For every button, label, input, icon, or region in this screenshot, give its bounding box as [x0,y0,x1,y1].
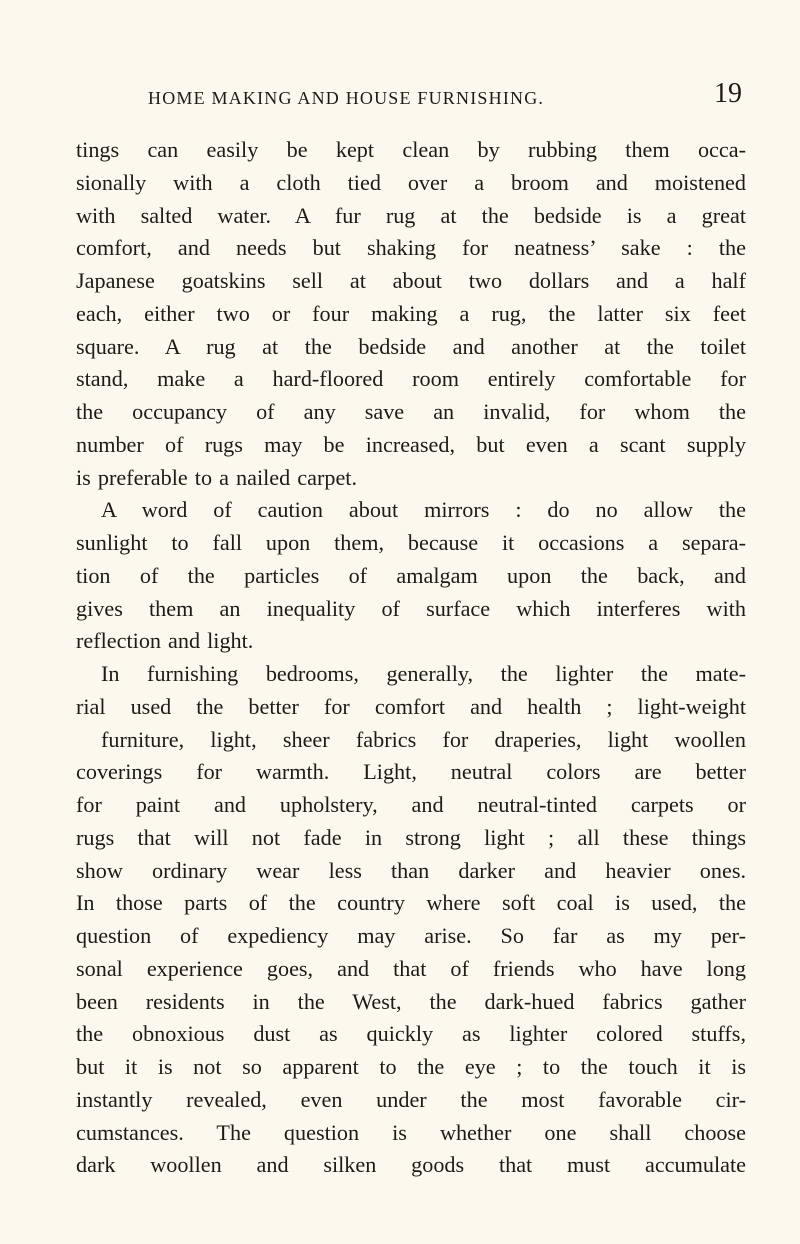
text-line: number of rugs may be increased, but even a scant supply [76,431,746,457]
text-line: In those parts of the country where soft coal is used, the [76,890,746,916]
text-line: with salted water. A fur rug at the bedside is a great [76,202,746,228]
text-line: for paint and upholstery, and neutral-tinted carpets or [76,792,746,817]
text-line: each, either two or four making a rug, the latter six feet [76,300,746,326]
paragraph-start-line: A word of caution about mirrors : do no allow the [101,497,746,523]
text-line: dark woollen and silken goods that must accumulate [76,1152,746,1178]
running-header [76,78,746,118]
text-line: tings can easily be kept clean by rubbing them occa- [76,137,746,162]
body-text [76,134,746,1182]
running-title: HOME MAKING AND HOUSE FURNISHING. [148,88,545,108]
text-line: comfort, and needs but shaking for neatness’ sake : the [76,235,746,261]
text-line: but it is not so apparent to the eye ; to the touch it is [76,1054,746,1079]
text-line: sonal experience goes, and that of friends who have long [76,955,746,981]
text-line: coverings for warmth. Light, neutral colors are better [76,759,746,785]
text-line: sionally with a cloth tied over a broom and moistened [76,169,746,195]
text-line: question of expediency may arise. So far as my per- [76,923,746,948]
text-line: stand, make a hard-floored room entirely comfortable for [76,366,746,392]
text-line: show ordinary wear less than darker and heavier ones. [76,857,746,883]
text-line: the obnoxious dust as quickly as lighter colored stuffs, [76,1021,746,1047]
text-line: gives them an inequality of surface which interferes with [76,595,746,621]
text-line: rial used the better for comfort and health ; light-weight [76,693,746,719]
text-line: rugs that will not fade in strong light ; all these things [76,824,746,850]
paragraph-end-line: is preferable to a nailed carpet. [76,464,357,490]
text-line: Japanese goatskins sell at about two dollars and a half [76,268,746,293]
text-line: instantly revealed, even under the most favorable cir- [76,1086,746,1112]
text-line: been residents in the West, the dark-hued fabrics gather [76,988,746,1014]
text-line: sunlight to fall upon them, because it occasions a separa- [76,530,746,555]
text-line: the occupancy of any save an invalid, for whom the [76,399,746,424]
text-line: furniture, light, sheer fabrics for draperies, light woollen [101,726,746,752]
page-number: 19 [714,78,742,109]
text-line: tion of the particles of amalgam upon the back, and [76,562,746,588]
text-line: cumstances. The question is whether one shall choose [76,1119,746,1145]
paragraph-end-line: reflection and light. [76,628,254,654]
paragraph-start-line: In furnishing bedrooms, generally, the lighter the mate- [101,661,746,686]
text-line: square. A rug at the bedside and another at the toilet [76,333,746,359]
